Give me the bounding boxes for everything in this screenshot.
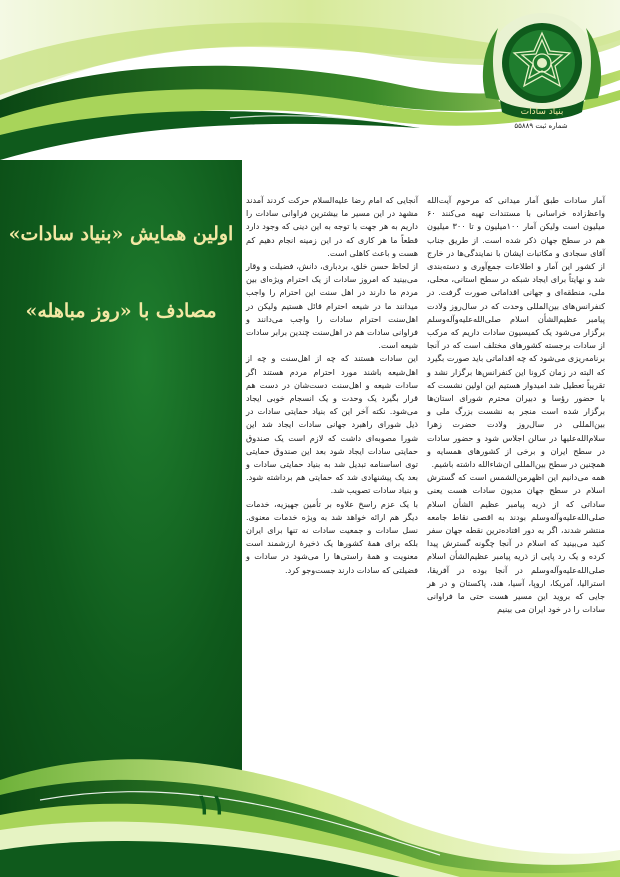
article-title-line1: اولین همایش «بنیاد سادات» [8,223,234,245]
paragraph: با یک عزم راسخ علاوه بر تأمین جهیزیه، خدمات دیگر هم ارائه خواهد شد به ویژه خدمات معنوی. نسل سادات و جمعیت سادات نه تنها برای ایران بلکه برای همهٔ کشورها یک ذخیرهٔ ارزشمند است معنویت و همهٔ راستی‌ها را می‌شود در سادات و فضیلتی که سادات دارند جست‌وجو کرد. [246,498,418,575]
paragraph: آمار سادات طبق آمار میدانی که مرحوم آیت‌الله واعظ‌زاده خراسانی با مستندات تهیه می‌کنند ۶۰ میلیون است ولیکن آمار ۱۰۰میلیون و تا ۳۰۰ میلیون هم در سطح جهان ذکر شده است. از طریق جناب آقای سجادی و مکاتبات ایشان با نمایندگی‌ها در خارج از کشور این آمار و اطلاعات جمع‌آوری و دسته‌بندی شد و نهایتاً برای ایجاد شبکه در سطح استانی، محلی، ملی، منطقه‌ای و جهانی اقداماتی صورت گرفت. در کنفرانس‌های بین‌المللی وحدت که در سال‌روز ولادت پیامبر عظیم‌الشأن اسلام صلی‌الله‌علیه‌وآله‌وسلم برگزار می‌شود یک کمیسیون سادات داریم که مرکب از سادات برجسته کشورهای مختلف است که در آنجا برنامه‌ریزی می‌شود که چه اقداماتی باید صورت بگیرد که البته در زمان کرونا این کنفرانس‌ها برگزار نشد و تقریباً تعطیل شد امیدوار هستیم این اولین نشست که با حضور رؤسا و دبیران محترم شورای استان‌ها برگزار شده است منجر به نشست بزرگ ملی و بین‌المللی در سال‌روز ولادت حضرت زهرا سلام‌الله‌علیها در سالن اجلاس شود و حضور سادات در سطح ایران و برخی از کشورهای همسایه و همچنین در سطح بین‌المللی ان‌شاءالله داشته باشیم. [427,195,605,470]
registration-number: شماره ثبت ۵۵۸۸۹ [514,122,568,130]
paragraph: این سادات هستند که چه از اهل‌سنت و چه از اهل‌شیعه باشند مورد احترام مردم هستند اگر سادات شیعه و اهل‌سنت دست‌شان در دست هم قرار بگیرد یک وحدت و یک انسجام خوبی ایجاد می‌شود. نکته آخر این که بنیاد حمایتی سادات در ذیل شورای راهبرد جهانی سادات ایجاد شد این شورا مصوبه‌ای داشت که لازم است یک صندوق حمایتی سادات ایجاد شود بعد این صندوق حمایتی توی اساسنامه تبدیل شد به بنیاد حمایتی سادات و بعد یک پیشنهادی شد که حمایتی هم برداشته شود. و بنیاد سادات تصویب شد. [246,353,418,496]
paragraph: آنجایی که امام رضا علیه‌السلام حرکت کردند آمدند مشهد در این مسیر ما بیشترین فراوانی سادات را داریم به هر جهت با توجه به این دینی که وجود دارد قطعاً ما هر کاری که در این زمینه انجام دهیم کم هست و باعث کاهلی است. [246,195,418,258]
bonyad-sadat-logo [478,8,606,126]
text-column-right [427,194,605,617]
text-column-left [246,194,418,577]
article-title-line2: مصادف با «روز مباهله» [25,300,217,322]
bottom-wave-decoration [0,700,620,877]
page-number: ۱۱ [195,788,227,821]
logo-name: بنیاد سادات [520,107,564,117]
paragraph: همه می‌دانیم این اظهرمن‌الشمس است که گسترش اسلام در سطح جهان مدیون سادات هست یعنی ساداتی که از ذریه پیامبر عظیم الشأن اسلام صلی‌الله‌علیه‌وآله‌وسلم بودند به اقصی نقاط جامعه منتشر شدند، اگر به دور افتاده‌ترین نقطه جهان سفر کنید می‌بینید که اسلام در آنجا چگونه گسترش پیدا کرده و یک رد پایی از ذریه پیامبر عظیم‌الشأن اسلام صلی‌الله‌علیه‌وآله‌وسلم در آنجا بوده در آفریقا، استرالیا، آمریکا، اروپا، آسیا، هند، پاکستان و در هر جایی که بروید این مسیر هست حتی ما فراوانی سادات را در خود ایران می بینیم [427,472,605,615]
paragraph: از لحاظ حسن خلق، بردباری، دانش، فضیلت و وقار می‌بینید که امروز سادات از یک احترام ویژه‌ای بین مردم ما دارند در اهل سنت این احترام را واجب میدانند ما در شیعه احترام قائل هستیم ولیکن در اهل‌سنت احترام سادات را واجب می‌دانند و فراوانی سادات هم در اهل‌سنت چندین برابر سادات شیعه است. [246,261,418,351]
